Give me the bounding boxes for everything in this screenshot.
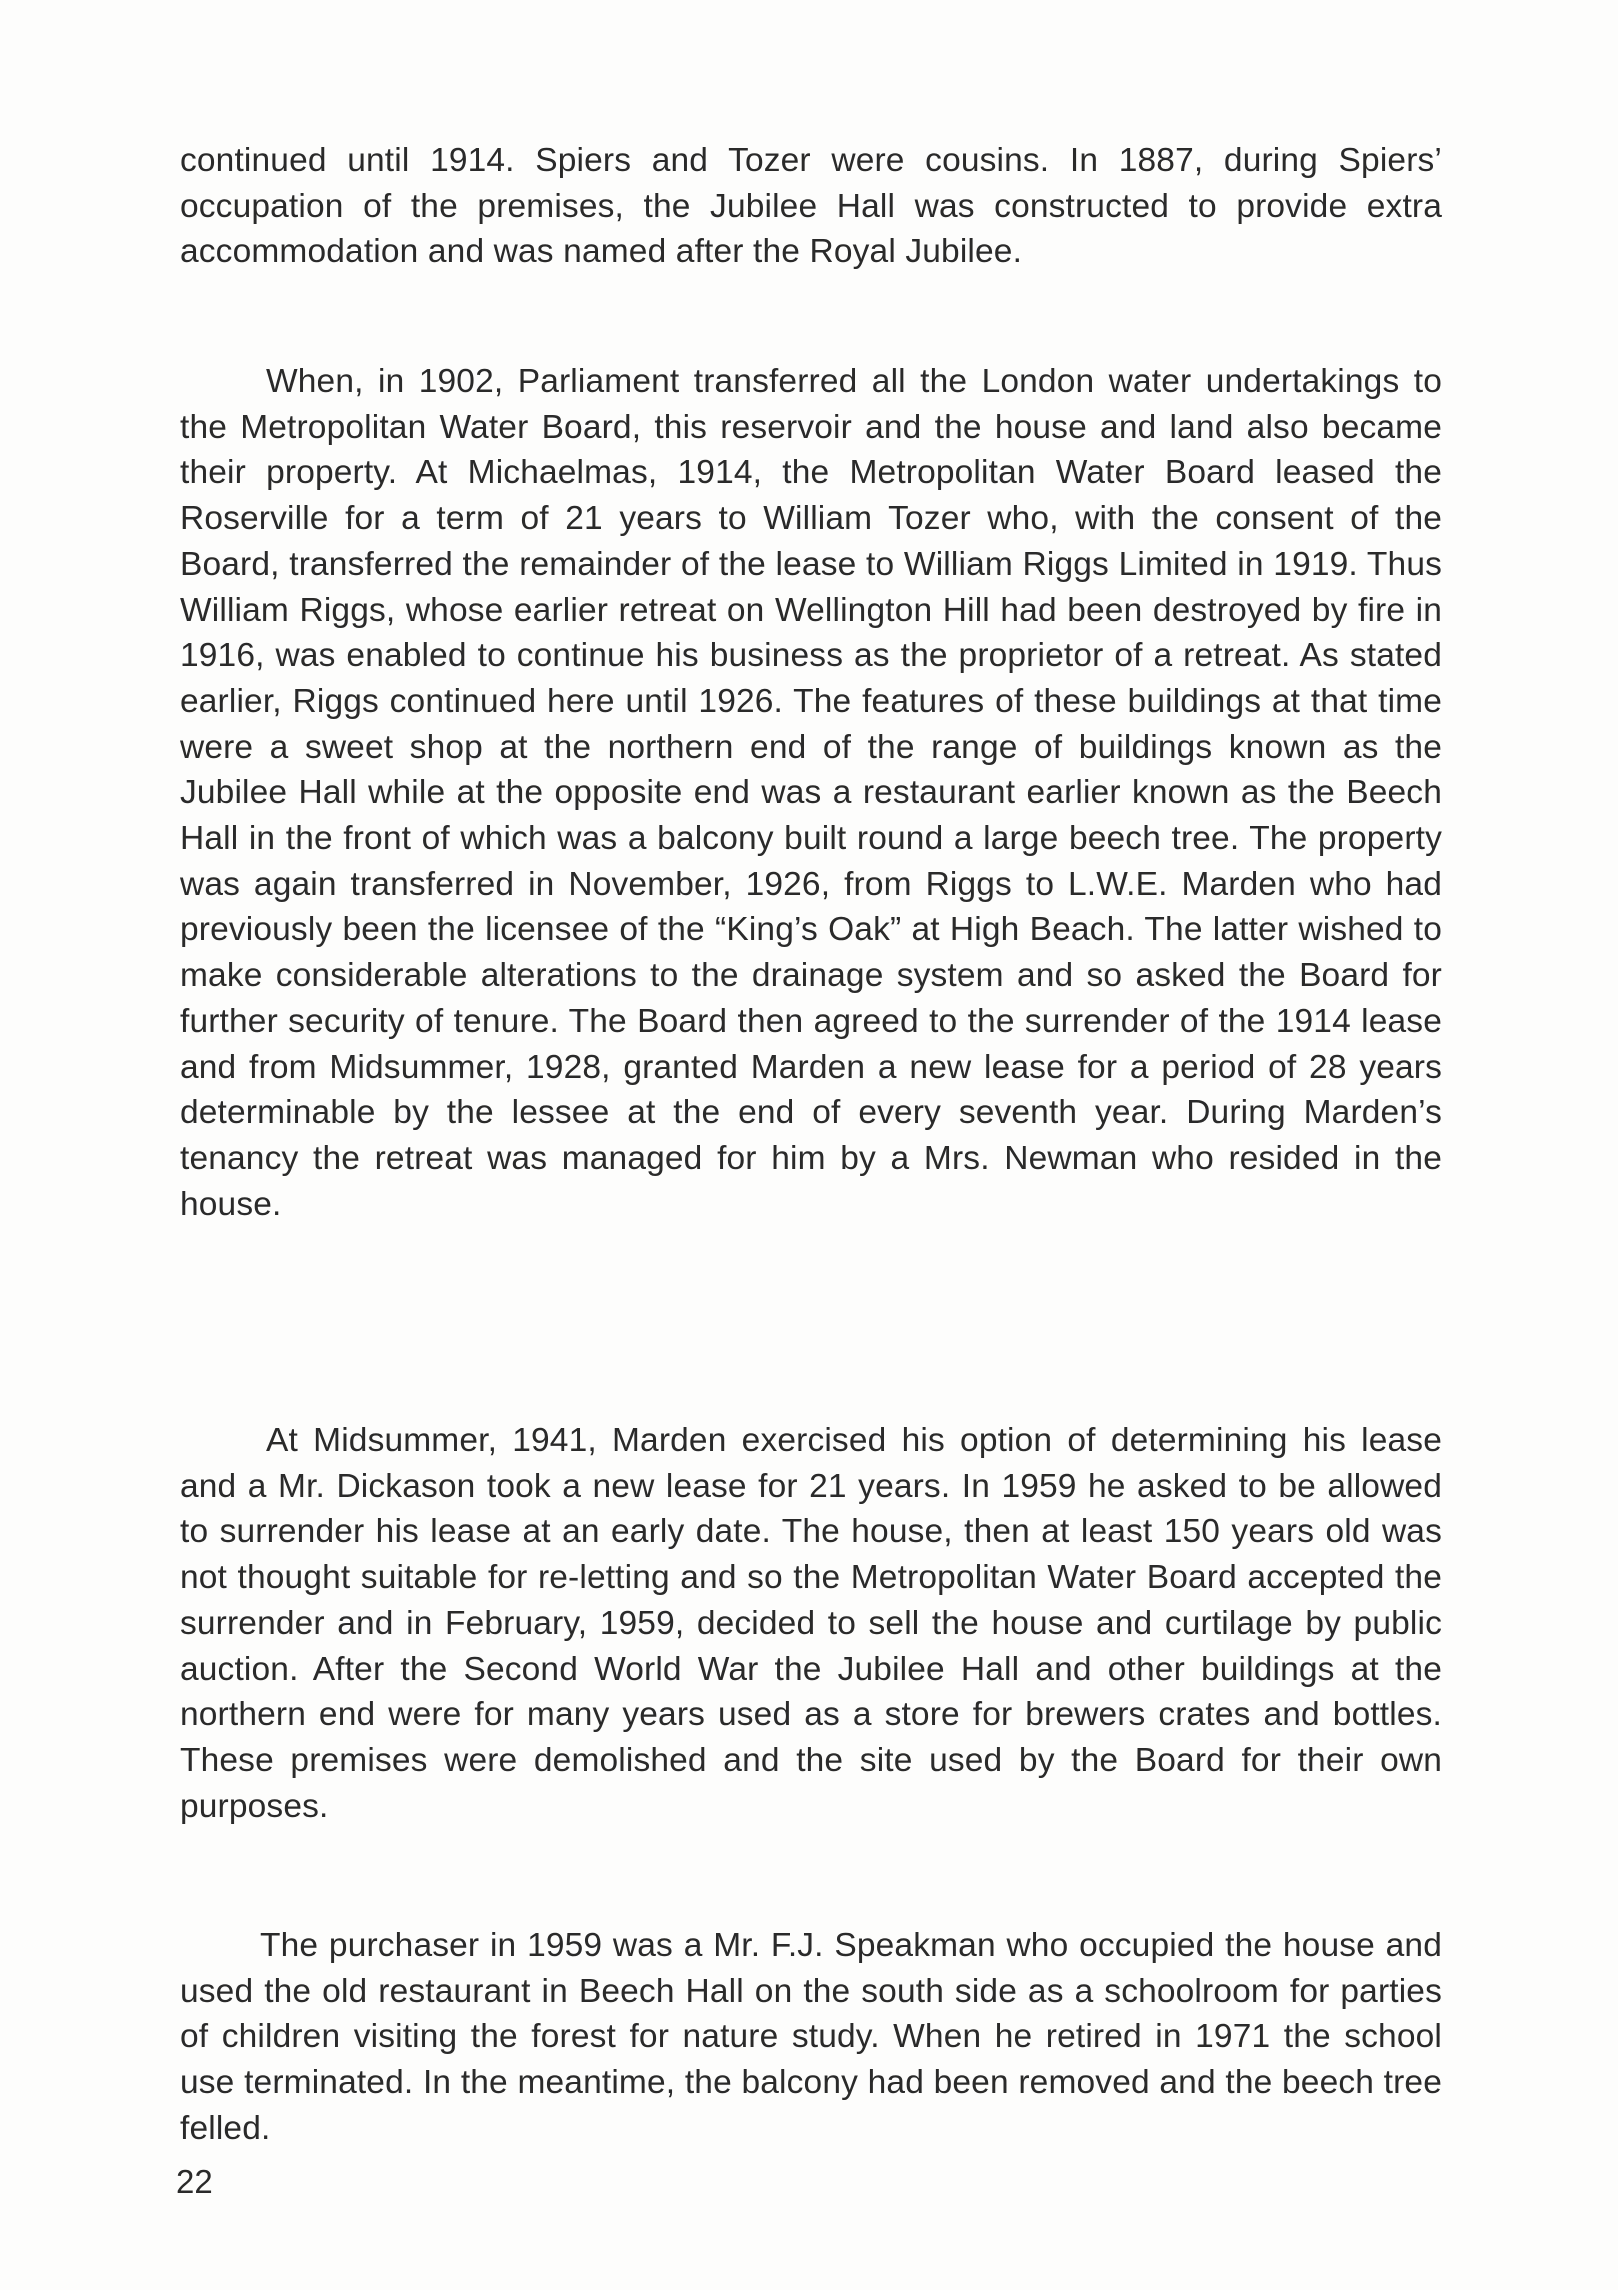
paragraph-1: [180, 138, 1442, 275]
paragraph-2: [180, 359, 1442, 1227]
paragraph-4: [180, 1923, 1442, 2152]
page-number: 22: [176, 2163, 213, 2200]
paragraph-3: [180, 1418, 1442, 1829]
paragraph-1-text: continued until 1914. Spiers and Tozer were cousins. In 1887, during Spiers’ occupation of the premises, the Jubilee Hall was constructed to provide extra accommodation and was named after the Royal Jubilee.: [180, 142, 1442, 271]
paragraph-3-text: At Midsummer, 1941, Marden exercised his option of determining his lease and a Mr. Dickason took a new lease for 21 years. In 1959 he asked to be allowed to surrender his lease at an early date. The house, then at least 150 years old was not thought suitable for re-letting and so the Metropolitan Water Board accepted the surrender and in February, 1959, decided to sell the house and curtilage by public auction. After the Second World War the Jubilee Hall and other buildings at the northern end were for many years used as a store for brewers crates and bottles. These premises were demolished and the site used by the Board for their own purposes.: [180, 1422, 1442, 1825]
paragraph-2-text: When, in 1902, Parliament transferred all the London water undertakings to the Metropolitan Water Board, this reservoir and the house and land also became their property. At Michaelmas, 1914, the Metropolitan Water Board leased the Roserville for a term of 21 years to William Tozer who, with the consent of the Board, transferred the remainder of the lease to William Riggs Limited in 1919. Thus William Riggs, whose earlier retreat on Wellington Hill had been destroyed by fire in 1916, was enabled to continue his business as the proprietor of a retreat. As stated earlier, Riggs continued here until 1926. The features of these buildings at that time were a sweet shop at the northern end of the range of buildings known as the Jubilee Hall while at the opposite end was a restaurant earlier known as the Beech Hall in the front of which was a balcony built round a large beech tree. The property was again transferred in November, 1926, from Riggs to L.W.E. Marden who had previously been the licensee of the “King’s Oak” at High Beach. The latter wished to make considerable alterations to the drainage system and so asked the Board for further security of tenure. The Board then agreed to the surrender of the 1914 lease and from Midsummer, 1928, granted Marden a new lease for a period of 28 years determinable by the lessee at the end of every seventh year. During Marden’s tenancy the retreat was managed for him by a Mrs. Newman who resided in the house.: [180, 363, 1442, 1223]
paragraph-4-text: The purchaser in 1959 was a Mr. F.J. Speakman who occupied the house and used the old restaurant in Beech Hall on the south side as a schoolroom for parties of children visiting the forest for nature study. When he retired in 1971 the school use terminated. In the meantime, the balcony had been removed and the beech tree felled.: [180, 1927, 1442, 2147]
